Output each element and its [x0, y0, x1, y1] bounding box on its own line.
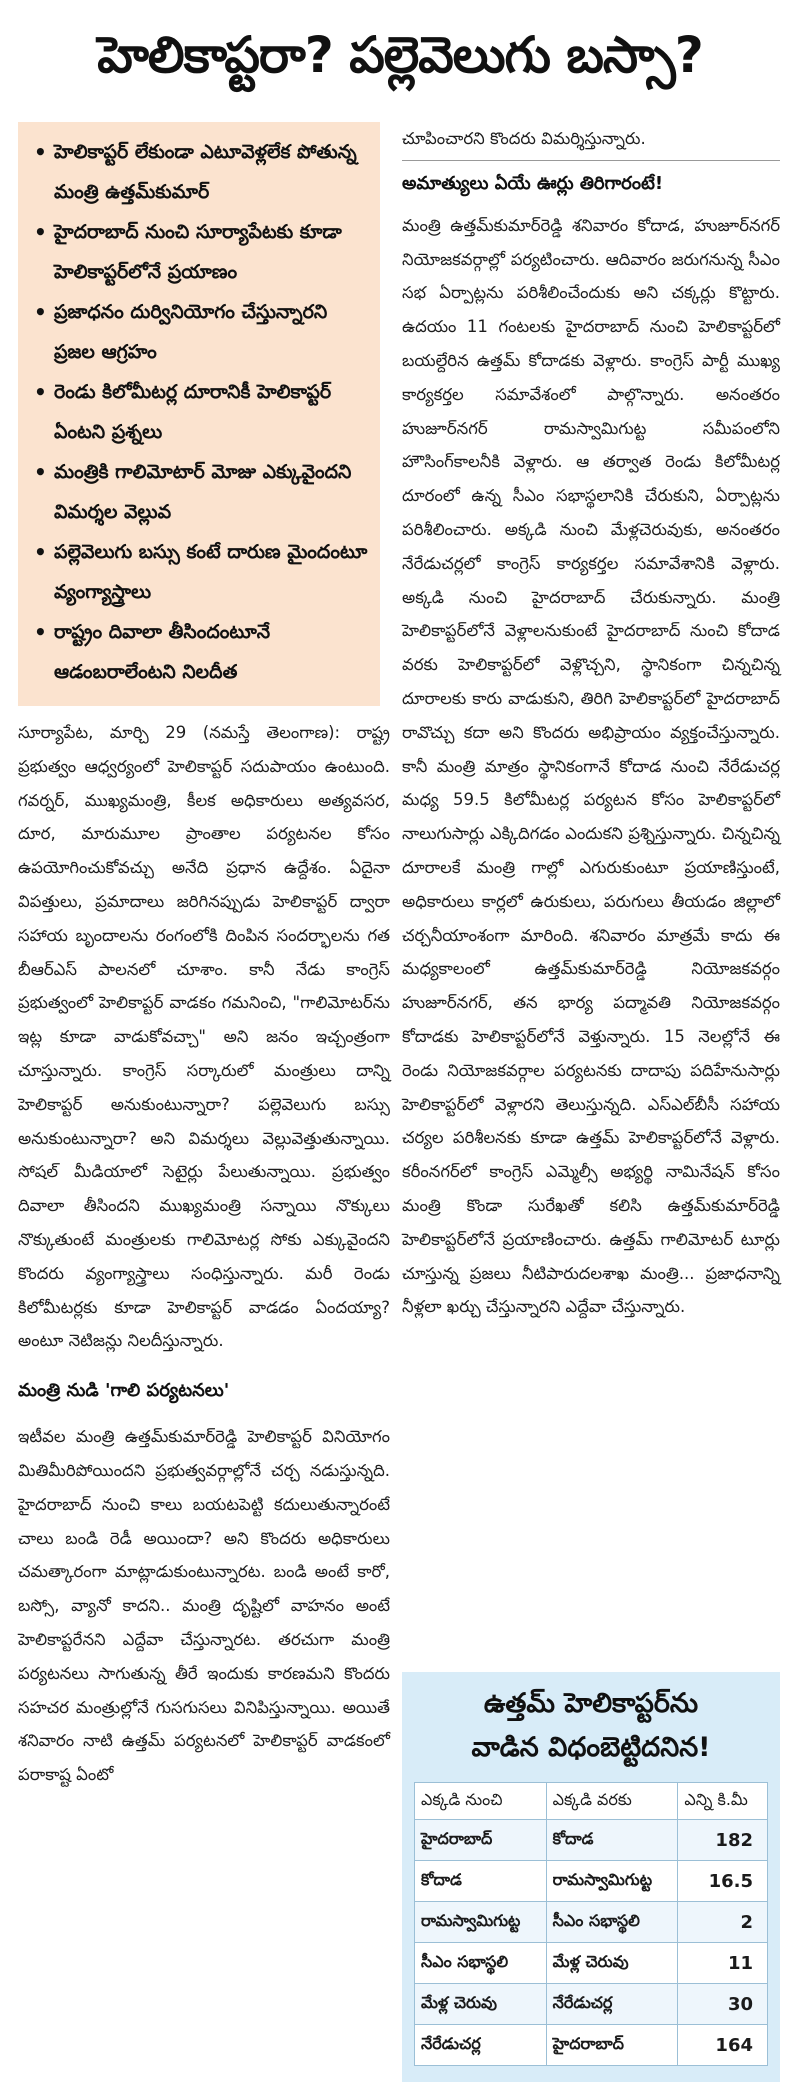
distance-table	[414, 1782, 768, 2066]
table-row	[415, 1984, 768, 2025]
cell-from: కోదాడ	[415, 1861, 547, 1902]
left-subheading: మంత్రి నుడి 'గాలి పర్యటనలు'	[18, 1380, 230, 1402]
right-column	[402, 122, 780, 1324]
article-body-left: ఇటీవల మంత్రి ఉత్తమ్‌కుమార్‌రెడ్డి హెలికాప్టర్ వినియోగం మితిమీరిపోయిందని ప్రభుత్వవర్గాల్లోనే చర్చ నడుస్తున్నది. హైదరాబాద్ నుంచి కాలు బయటపెట్టి కదులుతున్నారంటే చాలు బండి రెడీ అయిందా? అని కొందరు అధికారులు చమత్కారంగా మాట్లాడుకుంటున్నారట. బండి అంటే కారో, బస్సో, వ్యానో కాదని.. మంత్రి దృష్టిలో వాహనం అంటే హెలికాప్టరేనని ఎద్దేవా చేస్తున్నారట. తరచుగా మంత్రి పర్యటనలు సాగుతున్న తీరే ఇందుకు కారణమని కొందరు సహచర మంత్రుల్లోనే గుసగుసలు వినిపిస్తున్నాయి. అయితే శనివారం నాటి ఉత్తమ్ పర్యటనలో హెలికాప్టర్ వాడకంలో పరాకాష్ట ఏంటో	[18, 1427, 390, 1785]
highlight-item: • హెలికాప్టర్ లేకుండా ఎటూవెళ్లలేక పోతున్న మంత్రి ఉత్తమ్‌కుమార్	[32, 132, 370, 212]
cell-from: సీఎం సభాస్థలి	[415, 1943, 547, 1984]
cell-to: రామస్వామిగుట్ట	[546, 1861, 678, 1902]
highlight-item: • హైదరాబాద్ నుంచి సూర్యాపేటకు కూడా హెలికాప్టర్‌లోనే ప్రయాణం	[32, 212, 370, 292]
divider	[402, 160, 780, 161]
cell-from: నేరేడుచర్ల	[415, 2025, 547, 2066]
cell-from: మేళ్ల చెరువు	[415, 1984, 547, 2025]
table-row	[415, 1861, 768, 1902]
cell-to: నేరేడుచర్ల	[546, 1984, 678, 2025]
right-subheading: అమాత్యులు ఏయే ఊర్లు తిరిగారంటే!	[402, 172, 664, 194]
table-row	[415, 1820, 768, 1861]
table-row	[415, 1943, 768, 1984]
highlight-item: • రెండు కిలోమీటర్ల దూరానికీ హెలికాప్టర్ ఏంటని ప్రశ్నలు	[32, 372, 370, 452]
cell-km: 30	[678, 1984, 768, 2025]
article-body-right: మంత్రి ఉత్తమ్‌కుమార్‌రెడ్డి శనివారం కోదాడ, హుజూర్‌నగర్ నియోజకవర్గాల్లో పర్యటించారు. ఆదివారం జరుగనున్న సీఎం సభ ఏర్పాట్లను పరిశీలించేందుకు అని చక్కర్లు కొట్టారు. ఉదయం 11 గంటలకు హైదరాబాద్ నుంచి హెలికాప్టర్‌లో బయల్దేరిన ఉత్తమ్ కోదాడకు వెళ్లారు. కాంగ్రెస్ పార్టీ ముఖ్య కార్యకర్తల సమావేశంలో పాల్గొన్నారు. అనంతరం హుజూర్‌నగర్ రామస్వామిగుట్ట సమీపంలోని హౌసింగ్‌కాలనీకి వెళ్లారు. ఆ తర్వాత రెండు కిలోమీటర్ల దూరంలో ఉన్న సీఎం సభాస్థలానికి చేరుకుని, ఏర్పాట్లను పరిశీలించారు. అక్కడి నుంచి మేళ్లచెరువుకు, అనంతరం నేరేడుచర్లలో కాంగ్రెస్ కార్యకర్తల సమావేశానికి వెళ్లారు. అక్కడి నుంచి హైదరాబాద్ చేరుకున్నారు. మంత్రి హెలికాప్టర్‌లోనే వెళ్లాలనుకుంటే హైదరాబాద్ నుంచి కోదాడ వరకు హెలికాప్టర్‌లో వెళ్లొచ్చని, స్థానికంగా చిన్నచిన్న దూరాలకు కారు వాడుకుని, తిరిగి హెలికాప్టర్‌లో హైదరాబాద్ రావొచ్చు కదా అని కొందరు అభిప్రాయం వ్యక్తంచేస్తున్నారు. కానీ మంత్రి మాత్రం స్థానికంగానే కోదాడ నుంచి నేరేడుచర్ల మధ్య 59.5 కిలోమీటర్ల పర్యటన కోసం హెలికాప్టర్‌లో నాలుగుసార్లు ఎక్కిదిగడం ఎందుకని ప్రశ్నిస్తున్నారు. చిన్నచిన్న దూరాలకే మంత్రి గాల్లో ఎగురుకుంటూ ప్రయాణిస్తుంటే, అధికారులు కార్లలో ఉరుకులు, పరుగులు తీయడం జిల్లాలో చర్చనీయాంశంగా మారింది. శనివారం మాత్రమే కాదు ఈ మధ్యకాలంలో ఉత్తమ్‌కుమార్‌రెడ్డి నియోజకవర్గం హుజూర్‌నగర్, తన భార్య పద్మావతి నియోజకవర్గం కోదాడకు హెలికాప్టర్‌లోనే వెళ్తున్నారు. 15 నెలల్లోనే ఈ రెండు నియోజకవర్గాల పర్యటనకు దాదాపు పదిహేనుసార్లు హెలికాప్టర్‌లో వెళ్లారని తెలుస్తున్నది. ఎస్‌ఎల్‌బీసీ సహాయ చర్యల పరిశీలనకు కూడా ఉత్తమ్ హెలికాప్టర్‌లోనే వెళ్లారు. కరీంనగర్‌లో కాంగ్రెస్ ఎమ్మెల్సీ అభ్యర్థి నామినేషన్ కోసం మంత్రి కొండా సురేఖతో కలిసి ఉత్తమ్‌కుమార్‌రెడ్డి హెలికాప్టర్‌లోనే ప్రయాణించారు. ఉత్తమ్ గాలిమోటర్ టూర్లు చూస్తున్న ప్రజలు నీటిపారుదలశాఖ మంత్రి... ప్రజాధనాన్ని నీళ్లలా ఖర్చు చేస్తున్నారని ఎద్దేవా చేస్తున్నారు.	[402, 215, 780, 1317]
cell-to: సీఎం సభాస్థలి	[546, 1902, 678, 1943]
cell-from: హైదరాబాద్	[415, 1820, 547, 1861]
highlights-box	[18, 122, 380, 706]
cell-km: 11	[678, 1943, 768, 1984]
cell-to: హైదరాబాద్	[546, 2025, 678, 2066]
header-from: ఎక్కడి నుంచి	[415, 1783, 547, 1820]
box-title-line1: ఉత్తమ్ హెలికాప్టర్‌ను	[483, 1688, 699, 1719]
cell-to: కోదాడ	[546, 1820, 678, 1861]
highlight-item: • పల్లెవెలుగు బస్సు కంటే దారుణ మైందంటూ వ్యంగ్యాస్త్రాలు	[32, 532, 370, 612]
article-continuation: చూపించారని కొందరు విమర్శిస్తున్నారు.	[402, 129, 646, 148]
cell-km: 182	[678, 1820, 768, 1861]
table-header-row	[415, 1783, 768, 1820]
table-row	[415, 1902, 768, 1943]
distance-box	[402, 1672, 780, 2082]
table-row	[415, 2025, 768, 2066]
header-km: ఎన్ని కి.మీ	[678, 1783, 768, 1820]
cell-km: 164	[678, 2025, 768, 2066]
cell-km: 2	[678, 1902, 768, 1943]
cell-km: 16.5	[678, 1861, 768, 1902]
box-title-line2: వాడిన విధంబెట్టిదనిన!	[471, 1732, 711, 1763]
headline: హెలికాప్టరా? పల్లెవెలుగు బస్సా?	[97, 26, 703, 84]
highlight-item: • రాష్ట్రం దివాలా తీసిందంటూనే ఆడంబరాలేంటని నిలదీత	[32, 612, 370, 692]
cell-from: రామస్వామిగుట్ట	[415, 1902, 547, 1943]
cell-to: మేళ్ల చెరువు	[546, 1943, 678, 1984]
article-intro: సూర్యాపేట, మార్చి 29 (నమస్తే తెలంగాణ): రాష్ట్ర ప్రభుత్వం ఆధ్వర్యంలో హెలికాప్టర్ సదుపాయం ఉంటుంది. గవర్నర్, ముఖ్యమంత్రి, కీలక అధికారులు అత్యవసర, దూర, మారుమూల ప్రాంతాల పర్యటనల కోసం ఉపయోగించుకోవచ్చు అనేది ప్రధాన ఉద్దేశం. ఏదైనా విపత్తులు, ప్రమాదాలు జరిగినప్పుడు హెలికాప్టర్ ద్వారా సహాయ బృందాలను రంగంలోకి దింపిన సందర్భాలను గత బీఆర్ఎస్ పాలనలో చూశాం. కానీ నేడు కాంగ్రెస్ ప్రభుత్వంలో హెలికాప్టర్ వాడకం గమనించి, "గాలిమోటర్‌ను ఇట్ల కూడా వాడుకోవచ్చా" అని జనం ఇచ్చంత్రంగా చూస్తున్నారు. కాంగ్రెస్ సర్కారులో మంత్రులు దాన్ని హెలికాప్టర్ అనుకుంటున్నారా? పల్లెవెలుగు బస్సు అనుకుంటున్నారా? అని విమర్శలు వెల్లువెత్తుతున్నాయి. సోషల్ మీడియాలో సెటైర్లు పేలుతున్నాయి. ప్రభుత్వం దివాలా తీసిందని ముఖ్యమంత్రి సన్నాయి నొక్కులు నొక్కుతుంటే మంత్రులకు గాలిమోటర్ల సోకు ఎక్కువైందని కొందరు వ్యంగ్యాస్త్రాలు సంధిస్తున్నారు. మరీ రెండు కిలోమీటర్లకు కూడా హెలికాప్టర్ వాడడం ఏందయ్యా? అంటూ నెటిజన్లు నిలదీస్తున్నారు.	[18, 723, 390, 1351]
left-column	[18, 122, 390, 1792]
highlight-item: • ప్రజాధనం దుర్వినియోగం చేస్తున్నారని ప్రజల ఆగ్రహం	[32, 292, 370, 372]
highlight-item: • మంత్రికి గాలిమోటార్ మోజు ఎక్కువైందని విమర్శల వెల్లువ	[32, 452, 370, 532]
header-to: ఎక్కడి వరకు	[546, 1783, 678, 1820]
